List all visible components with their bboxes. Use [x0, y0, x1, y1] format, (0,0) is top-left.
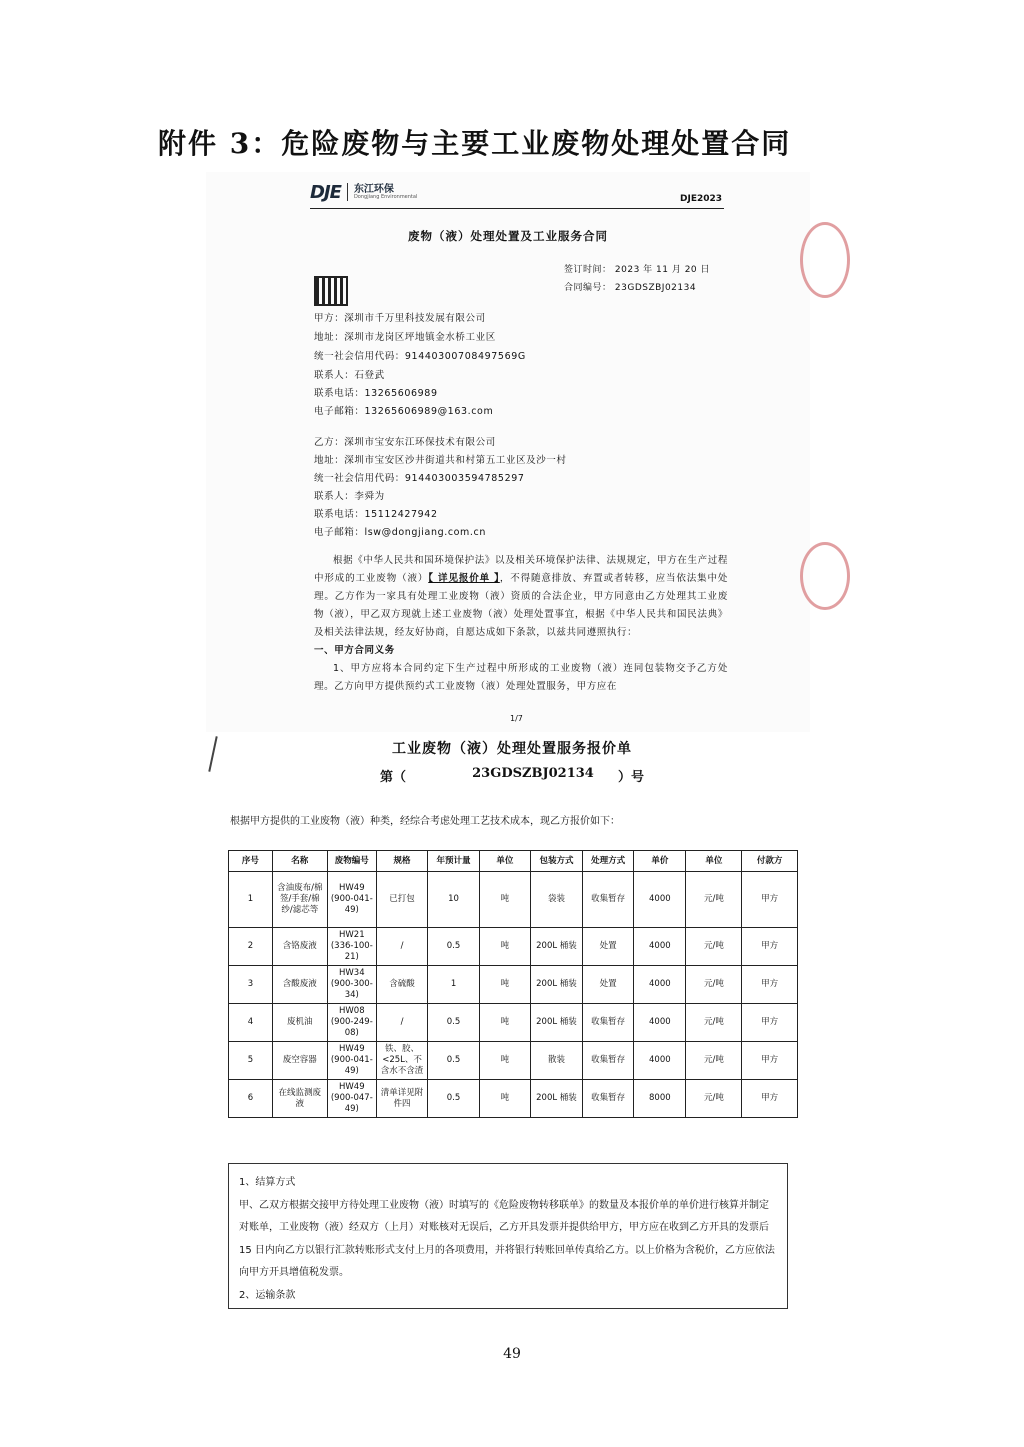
- cell-payer: 甲方: [742, 966, 798, 1004]
- cell-payer: 甲方: [742, 1042, 798, 1080]
- contract-number: [564, 280, 696, 293]
- col-header: 规格: [376, 851, 427, 872]
- cell-packaging: 200L 桶装: [530, 1004, 582, 1042]
- cell-code: HW49 (900-047-49): [327, 1080, 376, 1118]
- table-row: [229, 966, 798, 1004]
- logo-en: Dongjiang Environmental: [353, 193, 418, 200]
- cell-price: 4000: [634, 928, 686, 966]
- party-b-name: 乙方：深圳市宝安东江环保技术有限公司: [314, 437, 496, 448]
- cell-code: HW21 (336-100-21): [327, 928, 376, 966]
- logo-mark: DJE: [310, 181, 341, 203]
- party-b-credit-code: 统一社会信用代码：914403003594785297: [314, 473, 525, 484]
- cell-quantity: 0.5: [428, 928, 480, 966]
- cell-name: 含铬废液: [272, 928, 327, 966]
- logo-name: 东江环保: [353, 183, 394, 195]
- contract-number-label: 合同编号：: [564, 283, 612, 293]
- page-heading: 附件 3：危险废物与主要工业废物处理处置合同: [158, 127, 792, 160]
- party-a-email: 电子邮箱：13265606989@163.com: [314, 406, 494, 417]
- party-a-credit-code: 统一社会信用代码：91440300708497569G: [314, 351, 526, 362]
- logo-text: [354, 185, 417, 200]
- cell-packaging: 散装: [530, 1042, 582, 1080]
- cell-method: 处置: [583, 928, 634, 966]
- contract-title: 废物（液）处理处置及工业服务合同: [408, 229, 608, 243]
- contract-number-value: 23GDSZBJ02134: [614, 283, 697, 293]
- cell-packaging: 200L 桶装: [530, 966, 582, 1004]
- cell-method: 处置: [583, 966, 634, 1004]
- cell-price: 4000: [634, 966, 686, 1004]
- terms-body-1: 甲、乙双方根据交接甲方待处理工业废物（液）时填写的《危险废物转移联单》的数量及本报价单的单价进行核算并制定对账单，工业废物（液）经双方（上月）对账核对无误后，乙方开具发票并提供给甲方，甲方应在收到乙方开具的发票后 15 日内向乙方以银行汇款转账形式支付上月的各项费用，并将银行转账回单传真给乙方。以上价格为含税价，乙方应依法向甲方开具增值税发票。: [239, 1199, 775, 1278]
- cell-unit: 吨: [479, 872, 530, 928]
- cell-price-unit: 元/吨: [686, 1080, 742, 1118]
- company-logo: [310, 180, 417, 204]
- cell-quantity: 0.5: [428, 1080, 480, 1118]
- cell-payer: 甲方: [742, 872, 798, 928]
- cell-unit: 吨: [479, 1080, 530, 1118]
- party-a-contact: 联系人：石登武: [314, 370, 385, 381]
- contract-body: [314, 552, 728, 696]
- party-b-address: 地址：深圳市宝安区沙井街道共和村第五工业区及沙一村: [314, 455, 567, 466]
- party-b-contact: 联系人：李舜为: [314, 491, 385, 502]
- contract-intro: [314, 552, 728, 642]
- clause-1: 1、甲方应将本合同约定下生产过程中所形成的工业废物（液）连同包装物交予乙方处理。乙方向甲方提供预约式工业废物（液）处理处置服务，甲方应在: [314, 663, 728, 692]
- cell-price-unit: 元/吨: [686, 872, 742, 928]
- sign-date-label: 签订时间：: [564, 265, 612, 275]
- cell-spec: 已打包: [376, 872, 427, 928]
- cell-index: 5: [229, 1042, 273, 1080]
- doc-code: DJE2023: [680, 194, 723, 204]
- terms-heading-1: 1、结算方式: [239, 1177, 296, 1188]
- cell-spec: 铁、胶、<25L、不含水不含渣: [376, 1042, 427, 1080]
- cell-packaging: 袋装: [530, 872, 582, 928]
- qr-code-icon: [314, 276, 348, 306]
- cell-price: 4000: [634, 1004, 686, 1042]
- cell-index: 1: [229, 872, 273, 928]
- price-table: [228, 850, 798, 1118]
- col-header: 包装方式: [530, 851, 582, 872]
- cell-price: 8000: [634, 1080, 686, 1118]
- contract-scan: [206, 172, 810, 732]
- cell-method: 收集暂存: [583, 1042, 634, 1080]
- cell-quantity: 10: [428, 872, 480, 928]
- table-row: [229, 1080, 798, 1118]
- col-header: 废物编号: [327, 851, 376, 872]
- sign-date: [564, 262, 710, 275]
- cell-spec: /: [376, 928, 427, 966]
- settlement-terms: [228, 1163, 788, 1309]
- cell-unit: 吨: [479, 966, 530, 1004]
- party-a-phone: 联系电话：13265606989: [314, 388, 438, 399]
- intro-part-2: ，不得随意排放、弃置或者转移，应当依法集中处理。乙方作为一家具有处理工业废物（液）资质的合法企业，甲方同意由乙方处理其工业废物（液），甲乙双方现就上述工业废物（液）处理处置事宜，根据《中华人民共和国民法典》及相关法律法规，经友好协商，自愿达成如下条款，以兹共同遵照执行：: [314, 573, 728, 638]
- table-row: [229, 928, 798, 966]
- cell-code: HW08 (900-249-08): [327, 1004, 376, 1042]
- terms-heading-2: 2、运输条款: [239, 1289, 296, 1301]
- party-a-name: 甲方：深圳市千万里科技发展有限公司: [314, 313, 486, 324]
- cell-name: 在线监测废液: [272, 1080, 327, 1118]
- page-number: 49: [503, 1346, 521, 1362]
- cell-code: HW49 (900-041-49): [327, 1042, 376, 1080]
- quote-number-prefix: 第（: [380, 770, 407, 785]
- cell-index: 2: [229, 928, 273, 966]
- logo-divider: [347, 183, 348, 201]
- table-row: [229, 872, 798, 928]
- cell-price-unit: 元/吨: [686, 1004, 742, 1042]
- cell-unit: 吨: [479, 1004, 530, 1042]
- cell-method: 收集暂存: [583, 1004, 634, 1042]
- cell-price: 4000: [634, 872, 686, 928]
- cell-index: 3: [229, 966, 273, 1004]
- cell-packaging: 200L 桶装: [530, 928, 582, 966]
- intro-part-1: 根据《中华人民共和国环境保护法》以及相关环境保护法律、法规规定，甲方在生产过程中形成的工业废物（液）: [314, 555, 728, 584]
- col-header: 单位: [479, 851, 530, 872]
- cell-price: 4000: [634, 1042, 686, 1080]
- quote-title: 工业废物（液）处理处置服务报价单: [392, 741, 632, 757]
- cell-code: HW34 (900-300-34): [327, 966, 376, 1004]
- cell-name: 含油废布/棉签/手套/棉纱/滤芯等: [272, 872, 327, 928]
- cell-payer: 甲方: [742, 1080, 798, 1118]
- cell-code: HW49 (900-041-49): [327, 872, 376, 928]
- table-header-row: [229, 851, 798, 872]
- party-b-email: 电子邮箱：lsw@dongjiang.com.cn: [314, 527, 486, 538]
- seal-stamp-icon-2: [800, 542, 850, 610]
- party-b-phone: 联系电话：15112427942: [314, 509, 438, 520]
- cell-unit: 吨: [479, 1042, 530, 1080]
- cell-spec: 清单详见附件四: [376, 1080, 427, 1118]
- sign-date-value: 2023 年 11 月 20 日: [614, 265, 711, 275]
- cell-name: 含酸废液: [272, 966, 327, 1004]
- quote-intro: 根据甲方提供的工业废物（液）种类，经综合考虑处理工艺技术成本，现乙方报价如下：: [230, 816, 620, 827]
- header-divider: [310, 208, 724, 209]
- cell-method: 收集暂存: [583, 1080, 634, 1118]
- col-header: 名称: [272, 851, 327, 872]
- party-a-address: 地址：深圳市龙岗区坪地镇金水桥工业区: [314, 332, 496, 343]
- cell-quantity: 0.5: [428, 1004, 480, 1042]
- quote-number: [380, 766, 644, 785]
- cell-spec: /: [376, 1004, 427, 1042]
- quote-number-value: 23GDSZBJ02134: [472, 766, 594, 781]
- cell-unit: 吨: [479, 928, 530, 966]
- cell-method: 收集暂存: [583, 872, 634, 928]
- seal-stamp-icon: [800, 222, 850, 298]
- contract-page-marker: 1/7: [510, 714, 523, 723]
- col-header: 付款方: [742, 851, 798, 872]
- quote-reference: 【 详见报价单 】: [428, 573, 500, 584]
- col-header: 单位: [686, 851, 742, 872]
- cell-index: 6: [229, 1080, 273, 1118]
- cell-index: 4: [229, 1004, 273, 1042]
- col-header: 处理方式: [583, 851, 634, 872]
- cell-payer: 甲方: [742, 1004, 798, 1042]
- cell-packaging: 200L 桶装: [530, 1080, 582, 1118]
- cell-quantity: 0.5: [428, 1042, 480, 1080]
- col-header: 单价: [634, 851, 686, 872]
- cell-name: 废空容器: [272, 1042, 327, 1080]
- section-heading: 一、甲方合同义务: [314, 645, 395, 656]
- table-row: [229, 1004, 798, 1042]
- cell-name: 废机油: [272, 1004, 327, 1042]
- cell-quantity: 1: [428, 966, 480, 1004]
- cell-price-unit: 元/吨: [686, 966, 742, 1004]
- cell-price-unit: 元/吨: [686, 1042, 742, 1080]
- col-header: 序号: [229, 851, 273, 872]
- cell-price-unit: 元/吨: [686, 928, 742, 966]
- col-header: 年预计量: [428, 851, 480, 872]
- cell-payer: 甲方: [742, 928, 798, 966]
- quote-number-suffix: ）号: [618, 770, 645, 785]
- cell-spec: 含硫酸: [376, 966, 427, 1004]
- table-row: [229, 1042, 798, 1080]
